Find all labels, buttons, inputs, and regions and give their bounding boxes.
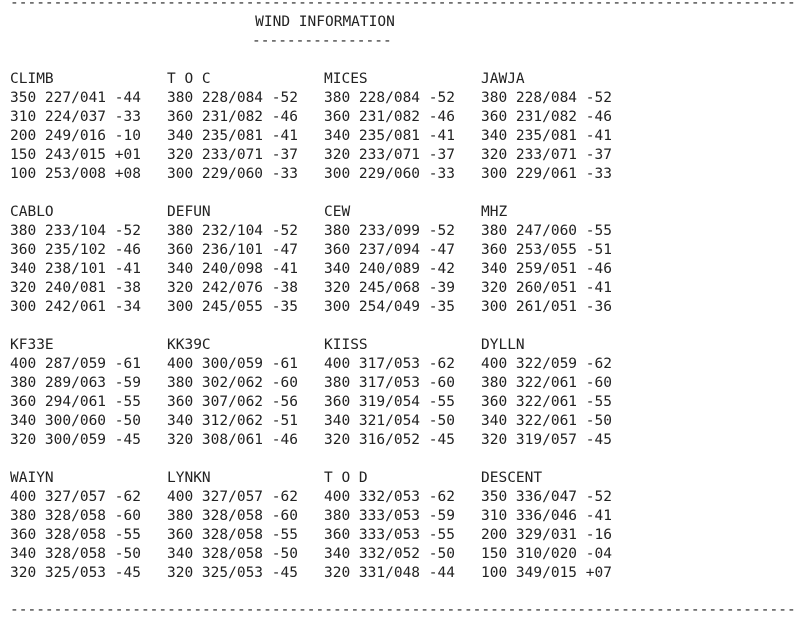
wind-row: 300 254/049 -35 — [324, 299, 455, 315]
wind-row: 100 253/008 +08 — [10, 166, 141, 182]
waypoint-name: WAIYN — [10, 470, 54, 486]
waypoint-block — [324, 336, 484, 450]
waypoint-name: DESCENT — [481, 470, 543, 486]
waypoint-name: LYNKN — [167, 470, 211, 486]
wind-row: 360 319/054 -55 — [324, 394, 455, 410]
waypoint-block — [481, 203, 641, 317]
wind-row: 200 329/031 -16 — [481, 527, 612, 543]
wind-row: 150 243/015 +01 — [10, 147, 141, 163]
waypoint-name: KF33E — [10, 337, 54, 353]
wind-row: 320 325/053 -45 — [10, 565, 141, 581]
wind-row: 340 240/089 -42 — [324, 261, 455, 277]
wind-row: 300 242/061 -34 — [10, 299, 141, 315]
wind-row: 340 259/051 -46 — [481, 261, 612, 277]
wind-row: 320 233/071 -37 — [481, 147, 612, 163]
wind-row: 320 331/048 -44 — [324, 565, 455, 581]
wind-row: 340 235/081 -41 — [481, 128, 612, 144]
waypoint-block — [324, 469, 484, 583]
wind-row: 300 229/060 -33 — [324, 166, 455, 182]
wind-row: 340 312/062 -51 — [167, 413, 298, 429]
waypoint-block — [324, 70, 484, 184]
wind-row: 300 261/051 -36 — [481, 299, 612, 315]
title-underline: ---------------- — [252, 33, 392, 49]
wind-row: 340 328/058 -50 — [10, 546, 141, 562]
wind-row: 360 253/055 -51 — [481, 242, 612, 258]
wind-row: 100 349/015 +07 — [481, 565, 612, 581]
wind-row: 400 322/059 -62 — [481, 356, 612, 372]
waypoint-name: JAWJA — [481, 71, 525, 87]
waypoint-block — [167, 203, 327, 317]
waypoint-block — [324, 203, 484, 317]
wind-row: 340 328/058 -50 — [167, 546, 298, 562]
wind-row: 320 260/051 -41 — [481, 280, 612, 296]
wind-row: 320 325/053 -45 — [167, 565, 298, 581]
wind-row: 380 247/060 -55 — [481, 223, 612, 239]
waypoint-block — [10, 336, 170, 450]
wind-row: 360 231/082 -46 — [167, 109, 298, 125]
wind-row: 320 233/071 -37 — [324, 147, 455, 163]
wind-row: 340 238/101 -41 — [10, 261, 141, 277]
wind-row: 320 316/052 -45 — [324, 432, 455, 448]
wind-row: 360 307/062 -56 — [167, 394, 298, 410]
wind-row: 380 228/084 -52 — [167, 90, 298, 106]
wind-row: 320 242/076 -38 — [167, 280, 298, 296]
waypoint-name: T O C — [167, 71, 211, 87]
wind-row: 380 289/063 -59 — [10, 375, 141, 391]
waypoint-block — [481, 336, 641, 450]
wind-row: 360 333/053 -55 — [324, 527, 455, 543]
wind-row: 380 333/053 -59 — [324, 508, 455, 524]
wind-row: 360 235/102 -46 — [10, 242, 141, 258]
waypoint-block — [167, 70, 327, 184]
wind-row: 320 308/061 -46 — [167, 432, 298, 448]
wind-row: 340 321/054 -50 — [324, 413, 455, 429]
wind-row: 360 231/082 -46 — [324, 109, 455, 125]
waypoint-block — [10, 70, 170, 184]
bottom-separator-rule: ------------------------------------------------------------------------------------------ — [10, 602, 796, 618]
wind-row: 400 317/053 -62 — [324, 356, 455, 372]
wind-row: 400 332/053 -62 — [324, 489, 455, 505]
wind-row: 360 237/094 -47 — [324, 242, 455, 258]
waypoint-name: CEW — [324, 204, 351, 220]
page-title: WIND INFORMATION — [255, 14, 395, 30]
wind-row: 340 235/081 -41 — [167, 128, 298, 144]
wind-row: 380 328/058 -60 — [10, 508, 141, 524]
wind-row: 300 229/061 -33 — [481, 166, 612, 182]
wind-row: 380 233/104 -52 — [10, 223, 141, 239]
wind-row: 350 227/041 -44 — [10, 90, 141, 106]
top-separator-rule: ------------------------------------------------------------------------------------------ — [10, 0, 796, 11]
wind-row: 400 300/059 -61 — [167, 356, 298, 372]
wind-row: 320 240/081 -38 — [10, 280, 141, 296]
waypoint-name: KIISS — [324, 337, 368, 353]
wind-row: 360 328/058 -55 — [10, 527, 141, 543]
waypoint-name: T O D — [324, 470, 368, 486]
wind-row: 380 233/099 -52 — [324, 223, 455, 239]
wind-row: 360 236/101 -47 — [167, 242, 298, 258]
wind-row: 380 302/062 -60 — [167, 375, 298, 391]
wind-row: 400 327/057 -62 — [10, 489, 141, 505]
wind-row: 340 322/061 -50 — [481, 413, 612, 429]
wind-row: 300 229/060 -33 — [167, 166, 298, 182]
waypoint-block — [167, 336, 327, 450]
wind-row: 400 287/059 -61 — [10, 356, 141, 372]
waypoint-block — [481, 70, 641, 184]
wind-row: 380 322/061 -60 — [481, 375, 612, 391]
wind-row: 380 328/058 -60 — [167, 508, 298, 524]
wind-row: 360 328/058 -55 — [167, 527, 298, 543]
wind-row: 310 224/037 -33 — [10, 109, 141, 125]
waypoint-block — [10, 469, 170, 583]
waypoint-name: CLIMB — [10, 71, 54, 87]
waypoint-block — [10, 203, 170, 317]
wind-row: 340 300/060 -50 — [10, 413, 141, 429]
wind-row: 400 327/057 -62 — [167, 489, 298, 505]
wind-row: 340 235/081 -41 — [324, 128, 455, 144]
wind-row: 340 332/052 -50 — [324, 546, 455, 562]
waypoint-name: MHZ — [481, 204, 508, 220]
wind-row: 350 336/047 -52 — [481, 489, 612, 505]
wind-row: 360 322/061 -55 — [481, 394, 612, 410]
wind-row: 200 249/016 -10 — [10, 128, 141, 144]
wind-row: 380 232/104 -52 — [167, 223, 298, 239]
wind-row: 320 245/068 -39 — [324, 280, 455, 296]
wind-row: 380 228/084 -52 — [481, 90, 612, 106]
wind-row: 340 240/098 -41 — [167, 261, 298, 277]
wind-row: 320 233/071 -37 — [167, 147, 298, 163]
wind-row: 310 336/046 -41 — [481, 508, 612, 524]
wind-row: 150 310/020 -04 — [481, 546, 612, 562]
waypoint-block — [481, 469, 641, 583]
waypoint-name: DEFUN — [167, 204, 211, 220]
wind-row: 360 231/082 -46 — [481, 109, 612, 125]
waypoint-name: CABLO — [10, 204, 54, 220]
waypoint-name: DYLLN — [481, 337, 525, 353]
waypoint-name: KK39C — [167, 337, 211, 353]
wind-row: 380 317/053 -60 — [324, 375, 455, 391]
waypoint-name: MICES — [324, 71, 368, 87]
wind-row: 320 319/057 -45 — [481, 432, 612, 448]
wind-row: 300 245/055 -35 — [167, 299, 298, 315]
waypoint-block — [167, 469, 327, 583]
wind-row: 380 228/084 -52 — [324, 90, 455, 106]
wind-row: 320 300/059 -45 — [10, 432, 141, 448]
wind-row: 360 294/061 -55 — [10, 394, 141, 410]
